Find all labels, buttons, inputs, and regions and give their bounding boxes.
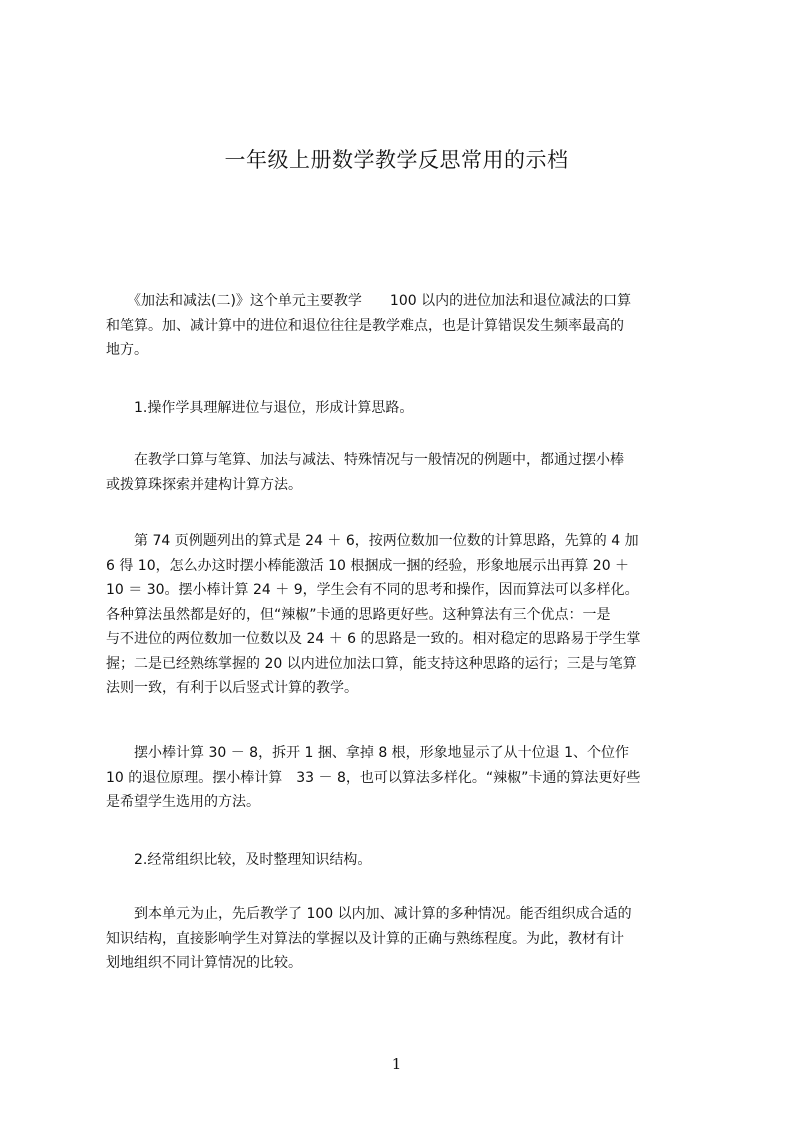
text-line: 地方。 [106, 342, 148, 358]
text-line: 2.经常组织比较，及时整理知识结构。 [106, 852, 372, 868]
text-line: 划地组织不同计算情况的比较。 [106, 955, 302, 971]
text-line: 是希望学生选用的方法。 [106, 794, 260, 810]
paragraph-comparison [106, 902, 699, 976]
text-line: 握；二是已经熟练掌握的 20 以内进位加法口算，能支持这种思路的运行；三是与笔算 [106, 655, 637, 672]
section-heading-2 [106, 848, 699, 873]
text-line: 6 得 10，怎么办这时摆小棒能激活 10 根捆成一捆的经验，形象地展示出再算 20 ＋ [106, 557, 630, 574]
text-line: 或拨算珠探索并建构计算方法。 [106, 476, 302, 493]
text-line: 《加法和减法(二)》这个单元主要教学 100 以内的进位加法和退位减法的口算 [106, 293, 632, 309]
document-title: 一年级上册数学教学反思常用的示档 [224, 148, 569, 172]
text-line: 知识结构，直接影响学生对算法的掌握以及计算的正确与熟练程度。为此，教材有计 [106, 930, 624, 947]
paragraph-example-30-minus-8 [106, 741, 699, 815]
text-line: 10 ＝ 30。摆小棒计算 24 ＋ 9，学生会有不同的思考和操作，因而算法可以多样化。 [106, 582, 639, 598]
paragraph-example-24-plus-6 [106, 529, 699, 701]
text-line: 法则一致，有利于以后竖式计算的教学。 [106, 680, 358, 696]
paragraph-intro [106, 289, 699, 363]
text-line: 到本单元为止，先后教学了 100 以内加、减计算的多种情况。能否组织成合适的 [106, 906, 632, 922]
text-line: 与不进位的两位数加一位数以及 24 ＋ 6 的思路是一致的。相对稳定的思路易于学生掌 [106, 631, 641, 647]
page-number: 1 [391, 1055, 402, 1073]
text-line: 摆小棒计算 30 － 8，拆开 1 捆、拿掉 8 根，形象地显示了从十位退 1、个位作 [106, 745, 630, 761]
text-line: 在教学口算与笔算、加法与减法、特殊情况与一般情况的例题中，都通过摆小棒 [106, 452, 624, 468]
section-heading-1 [106, 396, 699, 421]
text-line: 各种算法虽然都是好的，但“辣椒”卡通的思路更好些。这种算法有三个优点：一是 [106, 606, 611, 623]
text-line: 1.操作学具理解进位与退位，形成计算思路。 [106, 400, 414, 416]
text-line: 和笔算。加、减计算中的进位和退位往往是教学难点，也是计算错误发生频率最高的 [106, 317, 624, 334]
text-line: 第 74 页例题列出的算式是 24 ＋ 6，按两位数加一位数的计算思路，先算的 4 加 [106, 533, 639, 549]
text-line: 10 的退位原理。摆小棒计算 33 － 8，也可以算法多样化。“辣椒”卡通的算法更好些 [106, 769, 641, 786]
paragraph-methods [106, 448, 699, 497]
